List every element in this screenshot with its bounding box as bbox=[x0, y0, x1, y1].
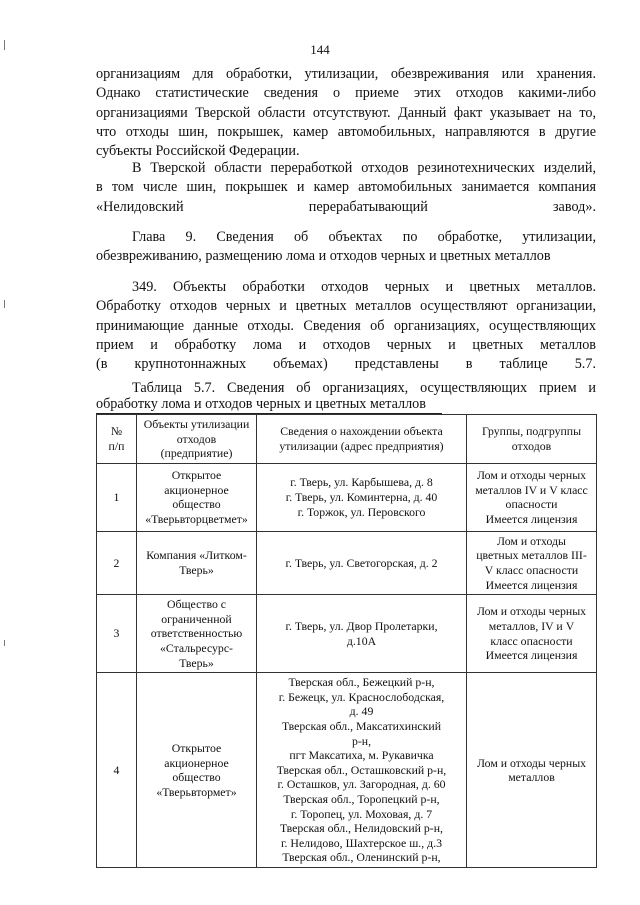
table-body bbox=[97, 463, 597, 867]
header-text: Сведения о нахождении объекта bbox=[280, 424, 443, 439]
header-text: Объекты утилизации bbox=[143, 417, 250, 431]
cell-address-line: г. Тверь, ул. Двор Пролетарки, bbox=[285, 619, 438, 634]
cell-org bbox=[137, 595, 257, 673]
scan-edge-mark bbox=[4, 300, 5, 308]
cell-org-line: акционерное bbox=[164, 482, 229, 497]
scan-edge-mark bbox=[4, 640, 5, 646]
cell-groups-line: Имеется лицензия bbox=[485, 577, 578, 592]
header-text: отходов bbox=[176, 431, 217, 446]
cell-address-line: г. Тверь, ул. Светогорская, д. 2 bbox=[285, 555, 438, 570]
cell-org-line: общество bbox=[172, 770, 221, 785]
cell-org-line: ответственностью bbox=[150, 626, 243, 641]
cell-org-line: «Стальресурс- bbox=[160, 640, 233, 655]
cell-groups-line: Лом и отходы bbox=[497, 533, 566, 548]
table-header-row bbox=[97, 415, 597, 464]
header-groups bbox=[467, 415, 597, 464]
text-line: Глава 9. Сведения об объектах по обработке, утилизации, bbox=[132, 229, 596, 245]
header-text: № bbox=[110, 424, 123, 439]
caption-line: Таблица 5.7. Сведения об организациях, осуществляющих прием и bbox=[132, 380, 596, 396]
cell-address-line: пгт Максатиха, м. Рукавичка bbox=[289, 748, 434, 763]
cell-org-line: Общество с bbox=[166, 597, 227, 612]
cell-address-line: г. Нелидово, Шахтерское ш., д.3 bbox=[281, 835, 442, 850]
cell-address-line: г. Торжок, ул. Перовского bbox=[297, 504, 426, 519]
table-row bbox=[97, 531, 597, 594]
cell-num: 4 bbox=[97, 673, 137, 868]
cell-groups-line: цветных металлов III- bbox=[476, 548, 587, 563]
header-org bbox=[137, 415, 257, 464]
cell-address-line: р-н, bbox=[351, 733, 372, 748]
paragraph-tires bbox=[96, 65, 596, 161]
cell-org-line: ограниченной bbox=[161, 611, 232, 626]
cell-address-line: г. Тверь, ул. Коминтерна, д. 40 bbox=[285, 489, 438, 504]
text-line: (в крупнотоннажных объемах) представлены в таблице 5.7. bbox=[96, 356, 596, 373]
text-line: Однако статистические сведения о приеме этих отходов какими-либо bbox=[96, 85, 596, 102]
cell-address-line: Тверская обл., Бежецкий р-н, bbox=[288, 675, 435, 690]
paragraph-rubber-processing bbox=[96, 159, 596, 217]
cell-groups bbox=[467, 531, 597, 594]
text-line: «Нелидовский перерабатывающий завод». bbox=[96, 198, 596, 215]
cell-org-line: «Тверьвторцветмет» bbox=[145, 511, 248, 526]
cell-address-line: Тверская обл., Торопецкий р-н, bbox=[283, 792, 440, 807]
cell-num: 2 bbox=[97, 531, 137, 594]
cell-address bbox=[257, 595, 467, 673]
cell-groups bbox=[467, 463, 597, 531]
text-line: организациям для обработки, утилизации, обезвреживания или хранения. bbox=[96, 66, 596, 82]
header-num bbox=[97, 415, 137, 464]
cell-address-line: г. Осташков, ул. Загородная, д. 60 bbox=[277, 777, 446, 792]
cell-address-line: Тверская обл., Осташковский р-н, bbox=[276, 762, 447, 777]
cell-address-line: г. Торопец, ул. Моховая, д. 7 bbox=[290, 806, 433, 821]
cell-org-line: Тверь» bbox=[179, 562, 214, 577]
page-number: 144 bbox=[310, 42, 330, 57]
organizations-table bbox=[96, 414, 597, 868]
text-line: организациями Тверской области отсутствуют. Данный факт указывает на то, bbox=[96, 104, 596, 121]
table-row bbox=[97, 673, 597, 868]
cell-num: 1 bbox=[97, 463, 137, 531]
cell-groups bbox=[467, 595, 597, 673]
text-line: принимающие данные отходы. Сведения об организациях, осуществляющих bbox=[96, 317, 596, 334]
header-text: утилизации (адрес предприятия) bbox=[279, 438, 444, 453]
paragraph-349 bbox=[96, 278, 596, 374]
cell-org bbox=[137, 673, 257, 868]
cell-org-line: Компания «Литком- bbox=[146, 548, 247, 563]
text-line: что отходы шин, покрышек, камер автомобильных, направляются в другие bbox=[96, 123, 596, 140]
table-caption bbox=[96, 380, 596, 412]
chapter-heading bbox=[96, 228, 596, 267]
header-text: Группы, подгруппы bbox=[481, 424, 582, 439]
cell-groups-line: металлов IV и V класс bbox=[475, 482, 588, 497]
cell-org-line: акционерное bbox=[164, 755, 229, 770]
cell-groups-line: Имеется лицензия bbox=[485, 511, 578, 526]
text-line: обезвреживанию, размещению лома и отходов черных и цветных металлов bbox=[96, 248, 551, 265]
text-line: 349. Объекты обработки отходов черных и цветных металлов. bbox=[132, 279, 596, 295]
caption-line: обработку лома и отходов черных и цветных металлов bbox=[96, 396, 426, 412]
cell-org bbox=[137, 531, 257, 594]
cell-groups-line: металлов bbox=[508, 770, 555, 785]
text-line: прием и обработку лома и отходов черных и цветных металлов bbox=[96, 336, 596, 353]
cell-address-line: д.10А bbox=[346, 633, 377, 648]
cell-groups bbox=[467, 673, 597, 868]
cell-address-line: г. Тверь, ул. Карбышева, д. 8 bbox=[290, 475, 433, 490]
cell-org bbox=[137, 463, 257, 531]
cell-org-line: Открытое bbox=[171, 740, 222, 755]
cell-groups-line: Лом и отходы черных bbox=[476, 755, 587, 770]
cell-org-line: Открытое bbox=[171, 468, 222, 483]
cell-address bbox=[257, 531, 467, 594]
cell-address bbox=[257, 463, 467, 531]
header-text: отходов bbox=[511, 438, 552, 453]
cell-num: 3 bbox=[97, 595, 137, 673]
cell-groups-line: металлов, IV и V bbox=[488, 619, 575, 634]
cell-org-line: Тверь» bbox=[179, 655, 214, 670]
cell-org-line: общество bbox=[172, 497, 221, 512]
cell-groups-line: V класс опасности bbox=[484, 562, 579, 577]
cell-groups-line: Лом и отходы черных bbox=[476, 604, 587, 619]
cell-address-line: Тверская обл., Максатихинский bbox=[281, 719, 442, 734]
text-line: субъекты Российской Федерации. bbox=[96, 143, 300, 160]
table-row bbox=[97, 463, 597, 531]
header-address bbox=[257, 415, 467, 464]
text-line: в том числе шин, покрышек и камер автомобильных занимается компания bbox=[96, 179, 596, 196]
cell-address-line: д. 49 bbox=[349, 704, 374, 719]
header-text: (предприятие) bbox=[160, 446, 233, 461]
cell-groups-line: Имеется лицензия bbox=[485, 648, 578, 663]
table-row bbox=[97, 595, 597, 673]
cell-groups-line: Лом и отходы черных bbox=[476, 468, 587, 483]
cell-address-line: Тверская обл., Нелидовский р-н, bbox=[280, 821, 443, 836]
cell-address-line: г. Бежецк, ул. Краснослободская, bbox=[278, 689, 445, 704]
cell-address-line: Тверская обл., Оленинский р-н, bbox=[282, 850, 441, 865]
text-line: В Тверской области переработкой отходов резинотехнических изделий, bbox=[132, 160, 596, 176]
header-text: п/п bbox=[108, 438, 125, 453]
cell-address bbox=[257, 673, 467, 868]
cell-groups-line: класс опасности bbox=[490, 633, 573, 648]
cell-groups-line: опасности bbox=[505, 497, 558, 512]
cell-org-line: «Тверьвтормет» bbox=[156, 784, 237, 799]
text-line: Обработку отходов черных и цветных металлов осуществляют организации, bbox=[96, 298, 596, 315]
